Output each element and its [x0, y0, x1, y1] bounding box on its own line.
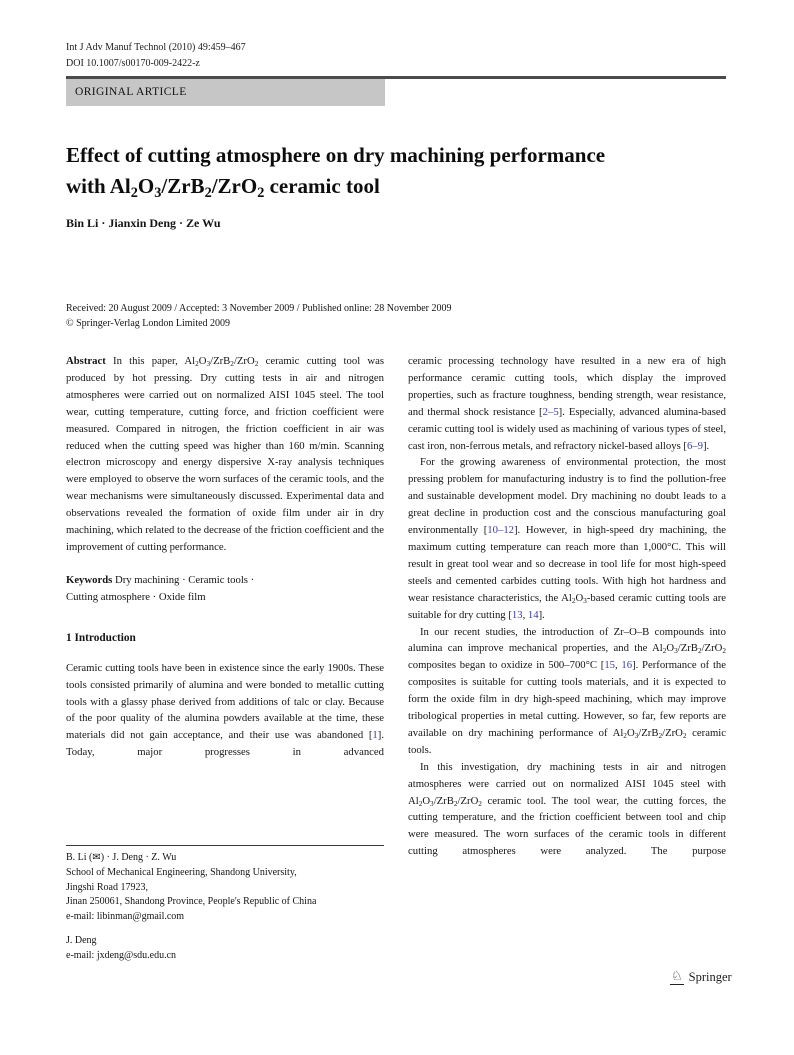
abstract-paragraph: Abstract In this paper, $Al_2O_3/ZrB_2/ZrO_2$ ceramic cutting tool was produced by hot pressing. Dry cutting tests in air and nitrogen atmospheres were carried out on normalized AISI 1045 steel. The tool wear, cutting temperature, cutting force, and friction coefficient were measured. Compared in nitrogen, the friction coefficient in air was reduced when the cutting speed was higher than 160 m/min. Scanning electron microscopy and energy dispersive X-ray analysis techniques were employed to observe the worn surfaces of the ceramic tools, and the wear mechanisms were simultaneously discussed. Experimental data and observations revealed the formation of oxide film under air in dry machining, which related to the decrease of the friction coefficient and the improvement of cutting performance. [66, 355, 385, 553]
left-column [66, 353, 384, 860]
received-accepted-line: Received: 20 August 2009 / Accepted: 3 November 2009 / Published online: 28 November 2009 [66, 303, 452, 314]
paper-title-line-1: Effect of cutting atmosphere on dry machining performance [66, 143, 606, 167]
authors-line: Bin Li · Jianxin Deng · Ze Wu [66, 216, 221, 230]
article-type-label: ORIGINAL ARTICLE [75, 86, 187, 98]
paper-title [66, 140, 731, 202]
keywords-line-2: Cutting atmosphere · Oxide film [66, 590, 206, 603]
journal-header [66, 40, 246, 72]
citation-link[interactable]: 10–12 [487, 524, 514, 537]
body-paragraph-1: ceramic processing technology have resulted in a new era of high performance ceramic cutting tools, which display the improved properties, such as fracture toughness, bending strength, wear resistance, and thermal shock resistance [2–5]. Especially, advanced alumina-based ceramic cutting tool is widely used as machining of various types of steel, cast iron, non-ferrous metals, and refractory nickel-based alloys [6–9]. [408, 355, 726, 452]
citation-link[interactable]: 13 [511, 608, 523, 621]
paper-title-line-2: with $Al_2O_3/ZrB_2/ZrO_2$ ceramic tool [66, 174, 380, 201]
footnote-affiliation-line-1: School of Mechanical Engineering, Shandong University, [66, 866, 297, 878]
footnote-rule [66, 845, 384, 846]
section-heading-introduction: 1 Introduction [66, 631, 136, 644]
intro-paragraph: Ceramic cutting tools have been in existence since the early 1900s. These tools consisted primarily of alumina and were bonded to metallic cutting tools with a glassy phase derived from additions of talc or clay. Because of the poor quality of the alumina powders available at the time, these materials did not gain acceptance, and their use was abandoned [1]. Today, major progresses in advanced [66, 661, 384, 759]
body-paragraph-2: For the growing awareness of environmental protection, the most pressing problem for manufacturing industry is to find the pollution-free and sustainable development model. Dry machining no doubt leads to a great decline in production cost and the conscious manufacturing goal environmentally [10–12]. However, in high-speed dry machining, the maximum cutting temperature can reach more than 1,000°C. This will result in great tool wear and so decrease in tool life for most high-speed steels and cemented carbides cutting tools. With high hot hardness and wear resistance characteristics, the $Al_2O_3$-based ceramic cutting tools are suitable for dry cutting [13, 14]. [408, 456, 726, 621]
two-column-body [66, 353, 726, 860]
citation-link[interactable]: 1 [372, 729, 378, 742]
author-footnote [66, 845, 384, 964]
citation-link[interactable]: 16 [621, 659, 633, 672]
springer-logo-text: Springer [688, 970, 732, 984]
footnote-affiliation-line-3: Jinan 250061, Shandong Province, People's Republic of China [66, 896, 317, 908]
right-column [408, 353, 726, 860]
footnote-authors-line: B. Li (✉) · J. Deng · Z. Wu [66, 852, 177, 863]
article-type-banner [66, 79, 385, 106]
doi: DOI 10.1007/s00170-009-2422-z [66, 58, 200, 69]
citation-link[interactable]: 15 [604, 659, 616, 672]
body-paragraph-4: In this investigation, dry machining tests in air and nitrogen atmospheres were carried out on normalized AISI 1045 steel with $Al_2O_3/ZrB_2/ZrO_2$ ceramic tool. The tool wear, the cutting forces, the cutting temperature, and the friction coefficient between tool and chip were measured. The worn surfaces of the ceramic tools in different cutting atmospheres were analyzed. The purpose [408, 760, 726, 858]
citation-link[interactable]: 2–5 [542, 405, 559, 418]
footnote-email-2: e-mail: jxdeng@sdu.edu.cn [66, 949, 177, 961]
springer-knight-icon: ♘ [671, 969, 683, 984]
citation-link[interactable]: 6–9 [686, 439, 703, 452]
footnote-author-2: J. Deng [66, 934, 97, 946]
citation-link[interactable]: 14 [527, 608, 539, 621]
body-paragraph-3: In our recent studies, the introduction of Zr–O–B compounds into alumina can improve mechanical properties, and the $Al_2O_3/ZrB_2/ZrO_2$ composites began to oxidize in 500–700°C [15, 16]. Performance of the composites is suitable for cutting tools materials, and it is expected to form the oxide film in dry high-speed machining, which may improve tribological properties in metal cutting. However, so far, few reports are available on dry machining performance of $Al_2O_3/ZrB_2/ZrO_2$ ceramic tools. [408, 625, 727, 756]
article-history [66, 302, 452, 331]
footnote-affiliation-line-2: Jingshi Road 17923, [66, 881, 148, 893]
springer-logo [670, 970, 732, 985]
journal-ref: Int J Adv Manuf Technol (2010) 49:459–467 [66, 42, 246, 53]
keywords-block [66, 572, 384, 606]
keywords-line-1: Keywords Dry machining · Ceramic tools · [66, 573, 255, 586]
footnote-second-author-block [66, 934, 384, 964]
footnote-email-corresponding: e-mail: libinman@gmail.com [66, 911, 185, 923]
copyright-line: © Springer-Verlag London Limited 2009 [66, 317, 231, 329]
